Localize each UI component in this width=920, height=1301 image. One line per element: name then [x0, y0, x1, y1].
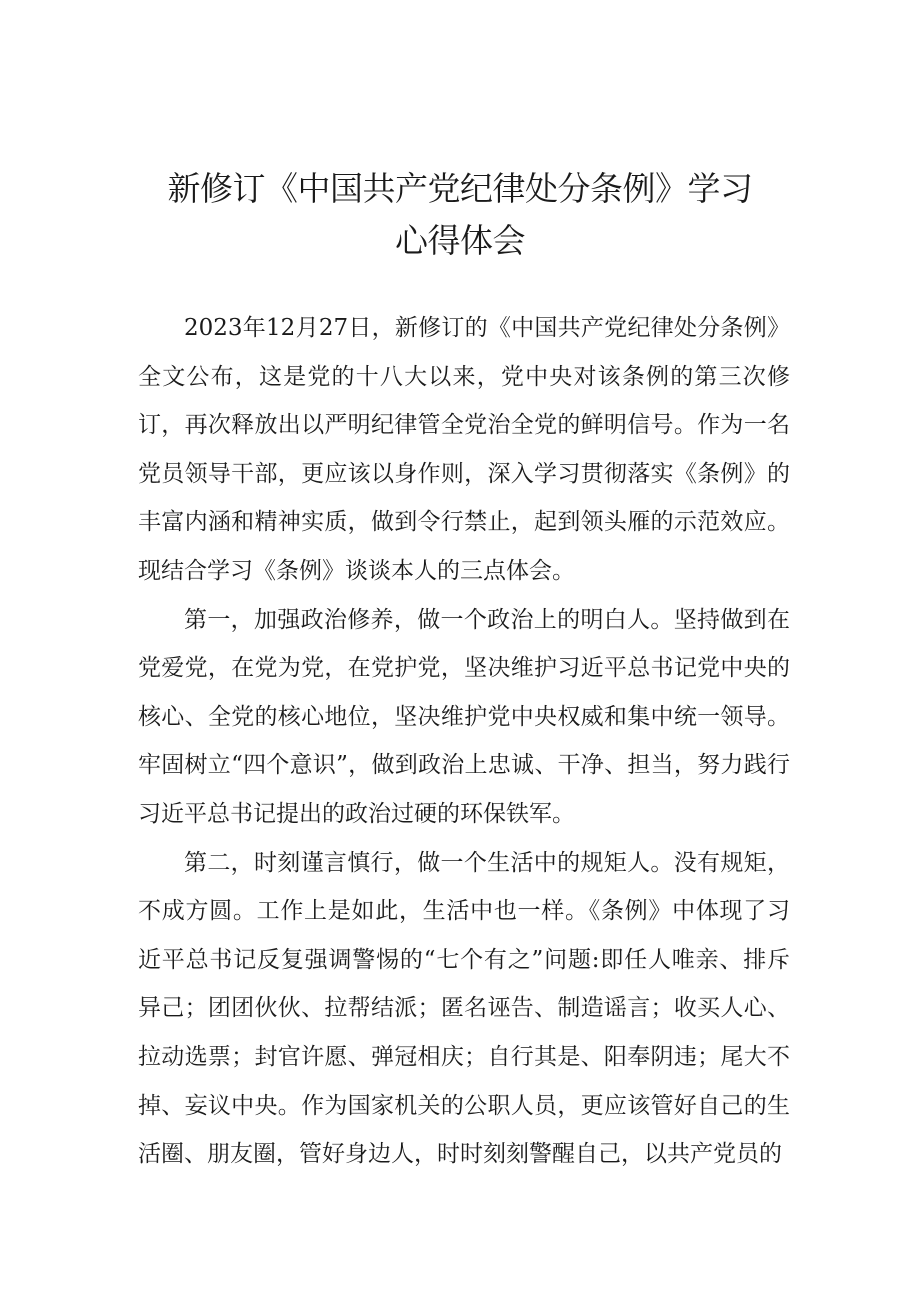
document-body: [138, 304, 790, 1179]
title-line-1: 新修订《中国共产党纪律处分条例》学习: [167, 169, 753, 208]
paragraph-first-point: 第一，加强政治修养，做一个政治上的明白人。坚持做到在党爱党，在党为党，在党护党，坚决维护习近平总书记党中央的核心、全党的核心地位，坚决维护党中央权威和集中统一领导。牢固树立“四个意识”，做到政治上忠诚、干净、担当，努力践行习近平总书记提出的政治过硬的环保铁军。: [138, 606, 790, 827]
paragraph-second-point: 第二，时刻谨言慎行，做一个生活中的规矩人。没有规矩，不成方圆。工作上是如此，生活中也一样。《条例》中体现了习近平总书记反复强调警惕的“七个有之”问题:即任人唯亲、排斥异己；团团伙伙、拉帮结派；匿名诬告、制造谣言；收买人心、拉动选票；封官许愿、弹冠相庆；自行其是、阳奉阴违；尾大不掉、妄议中央。作为国家机关的公职人员，更应该管好自己的生活圈、朋友圈，管好身边人，时时刻刻警醒自己，以共产党员的: [138, 849, 790, 1168]
title-line-2: 心得体会: [395, 221, 525, 260]
paragraph-intro: 2023年12月27日，新修订的《中国共产党纪律处分条例》全文公布，这是党的十八大以来，党中央对该条例的第三次修订，再次释放出以严明纪律管全党治全党的鲜明信号。作为一名党员领导干部，更应该以身作则，深入学习贯彻落实《条例》的丰富内涵和精神实质，做到令行禁止，起到领头雁的示范效应。现结合学习《条例》谈谈本人的三点体会。: [138, 315, 790, 584]
document-title: [0, 163, 920, 267]
